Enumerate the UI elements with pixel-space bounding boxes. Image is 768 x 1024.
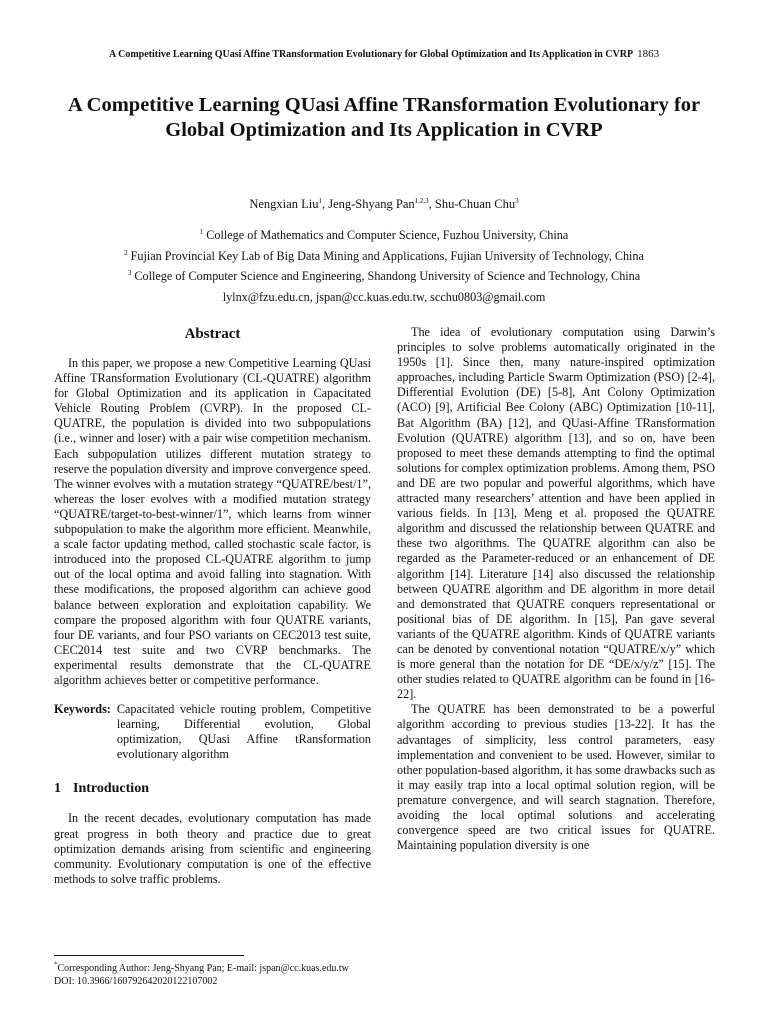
section-title: Introduction <box>73 781 149 797</box>
author-affiliation-mark: 1,2,3 <box>414 196 429 205</box>
footnotes <box>54 962 714 988</box>
intro-paragraph-2: The idea of evolutionary computation using Darwin’s principles to solve problems automatically originated in the 1950s [1]. Since then, many nature-inspired optimization approaches, including Particle Swarm Optimization (PSO) [2-4], Differential Evolution (DE) [5-8], Ant Colony Optimization (ACO) [9], Artificial Bee Colony (ABC) Optimization [10-11], Bat Algorithm (BA) [12], and QUasi-Affine TRansformation Evolution (QUATRE) algorithm [13], and so on, have been proposed to meet these demands attempting to find the optimal solutions for complex optimization problems. Among them, PSO and DE are two popular and powerful algorithms, which have attracted many researchers’ attention and have been applied in various fields. In [13], Meng et al. proposed the QUATRE algorithm and discussed the relationship between QUATRE and these two algorithms. The QUATRE algorithm can also be regarded as the Parameter-reduced or an enhancement of DE algorithm [14]. Literature [14] also discussed the relationship between QUATRE algorithm and DE algorithm in more detail and demonstrated that QUATRE conquers representational or positional bias of DE algorithm. In [15], Pan gave several variants of the QUATRE algorithm. Kinds of QUATRE variants can be denoted by conventional notation “QUATRE/x/y” which is more general than the notation for DE “DE/x/y/z” [15]. The other studies related to QUATRE algorithm can be found in [16-22]. <box>397 325 715 702</box>
author-list: Nengxian Liu$^1$, Jeng-Shyang Pan$^{1,2,3}$, Shu-Chuan Chu$^3$ <box>249 196 519 211</box>
author-name: Nengxian Liu <box>249 197 319 211</box>
running-head <box>0 48 768 60</box>
section-heading-introduction <box>54 780 371 797</box>
left-column <box>54 325 371 887</box>
intro-paragraph-1: In the recent decades, evolutionary computation has made great progress in both theory and practice due to great optimization demands arising from scientific and engineering community. Evolutionary computation is one of the effective methods to solve traffic problems. <box>54 811 371 886</box>
author-name: Shu-Chuan Chu <box>434 197 516 211</box>
keywords <box>54 702 371 762</box>
affiliation: $^2$ Fujian Provincial Key Lab of Big Data Mining and Applications, Fujian University of Technology, China <box>124 248 644 263</box>
author-affiliation-mark: 3 <box>515 196 519 205</box>
author-emails: lylnx@fzu.edu.cn, jspan@cc.kuas.edu.tw, scchu0803@gmail.com <box>222 289 546 304</box>
intro-paragraph-3: The QUATRE has been demonstrated to be a powerful algorithm according to previous studies [13-22]. It has the advantages of simplicity, less control parameters, easy implementation and convenient to be used. However, similar to other population-based algorithm, it has some drawbacks such as it may easily trap into a local optimal solution region, will be premature convergence, and will search stagnation. Therefore, avoiding the local optimal solutions and accelerating convergence speed are two critical issues for QUATRE. Maintaining population diversity is one <box>397 702 715 853</box>
page-number: 1863 <box>637 48 660 60</box>
keywords-label: Keywords: <box>54 702 111 717</box>
doi: DOI: 10.3966/160792642020122107002 <box>54 976 218 987</box>
abstract-heading: Abstract <box>184 326 241 342</box>
author-affiliation-mark: 1 <box>318 196 322 205</box>
keywords-text: Capacitated vehicle routing problem, Competitive learning, Differential evolution, Global optimization, QUasi Affine tRansformation evolutionary algorithm <box>116 702 371 762</box>
running-head-title: A Competitive Learning QUasi Affine TRansformation Evolutionary for Global Optimization and Its Application in CVRP <box>108 49 634 60</box>
footnote-divider <box>54 955 244 956</box>
abstract-text: In this paper, we propose a new Competitive Learning QUasi Affine TRansformation Evolutionary (CL-QUATRE) algorithm for Global Optimization and its application in Capacitated Vehicle Routing Problem (CVRP). In the proposed CL-QUATRE, the population is divided into two subpopulations (i.e., winner and loser) with a pair wise competition mechanism. Each subpopulation utilizes different mutation strategy to reserve the population diversity and improve convergence speed. The winner evolves with a mutation strategy “QUATRE/best/1”, whereas the loser evolves with a modified mutation strategy “QUATRE/target-to-best-winner/1”, which learns from winner subpopulation to make the algorithm more efficient. Meanwhile, a scale factor updating method, called stochastic scale factor, is introduced into the proposed CL-QUATRE algorithm to jump out of the local optima and avoid falling into stagnation. With these modifications, the proposed algorithm can achieve good balance between exploration and exploitation capability. We compare the proposed algorithm with four QUATRE variants, four DE variants, and four PSO variants on CEC2013 test suite, CEC2014 test suite and two CVRP benchmarks. The experimental results demonstrate that the CL-QUATRE algorithm achieves better or competitive performance. <box>54 356 371 687</box>
paper-title: A Competitive Learning QUasi Affine TRansformation Evolutionary for Global Optimization and Its Application in CVRP <box>67 94 701 141</box>
right-column <box>397 325 715 853</box>
corresponding-author-note: *Corresponding Author: Jeng-Shyang Pan; E-mail: jspan@cc.kuas.edu.tw <box>54 960 349 974</box>
section-number: 1 <box>54 781 61 797</box>
affiliation: $^3$ College of Computer Science and Engineering, Shandong University of Science and Technology, China <box>127 268 641 283</box>
author-name: Jeng-Shyang Pan <box>328 197 415 211</box>
affiliation: $^1$ College of Mathematics and Computer Science, Fuzhou University, China <box>199 227 569 242</box>
affiliations <box>0 225 768 307</box>
